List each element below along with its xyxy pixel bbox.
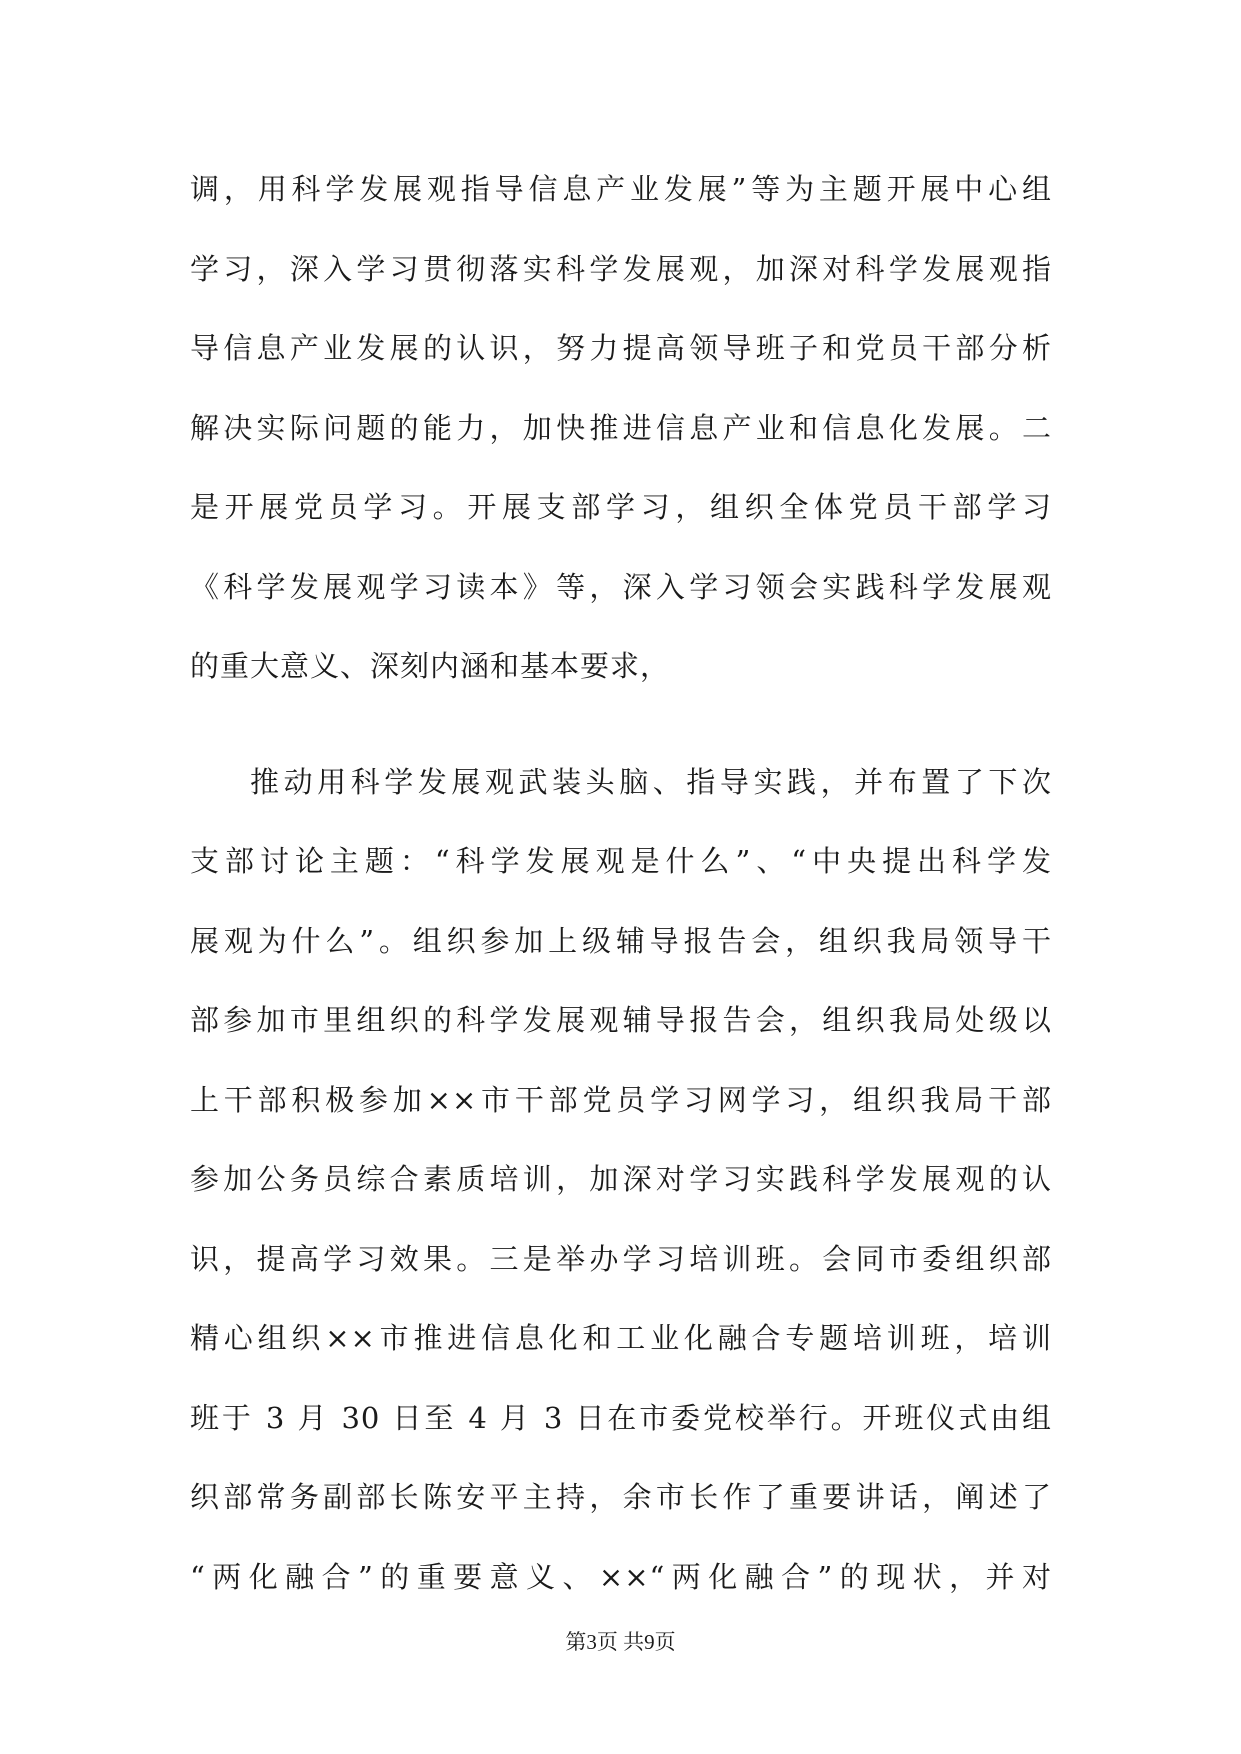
text-line: 班于 3 月 30 日至 4 月 3 日在市委党校举行。开班仪式由组: [190, 1400, 1052, 1435]
text-line: 解决实际问题的能力，加快推进信息产业和信息化发展。二: [190, 410, 1052, 445]
text-line: 部参加市里组织的科学发展观辅导报告会，组织我局处级以: [190, 1003, 1052, 1037]
text-line: 导信息产业发展的认识，努力提高领导班子和党员干部分析: [190, 331, 1052, 365]
text-line: “两化融合”的重要意义、××“两化融合”的现状，并对: [190, 1559, 1052, 1594]
paragraph-1: [190, 150, 1052, 707]
paragraph-2: [190, 743, 1052, 1618]
text-line: 支部讨论主题：“科学发展观是什么”、“中央提出科学发: [190, 844, 1052, 878]
text-line: 参加公务员综合素质培训，加深对学习实践科学发展观的认: [190, 1162, 1052, 1196]
text-line: 调，用科学发展观指导信息产业发展”等为主题开展中心组: [190, 172, 1052, 206]
text-line: 是开展党员学习。开展支部学习，组织全体党员干部学习: [190, 490, 1052, 524]
text-line: 的重大意义、深刻内涵和基本要求，: [190, 649, 671, 683]
text-line: 《科学发展观学习读本》等，深入学习领会实践科学发展观: [190, 569, 1052, 604]
text-line: 上干部积极参加××市干部党员学习网学习，组织我局干部: [190, 1082, 1052, 1117]
page-number-footer: 第3页 共9页: [565, 1630, 676, 1654]
text-line: 推动用科学发展观武装头脑、指导实践，并布置了下次: [250, 764, 1052, 799]
text-line: 精心组织××市推进信息化和工业化融合专题培训班，培训: [190, 1321, 1052, 1355]
document-body: [190, 150, 1052, 1617]
text-line: 学习，深入学习贯彻落实科学发展观，加深对科学发展观指: [190, 251, 1052, 286]
text-line: 识，提高学习效果。三是举办学习培训班。会同市委组织部: [190, 1241, 1052, 1276]
text-line: 展观为什么”。组织参加上级辅导报告会，组织我局领导干: [190, 923, 1052, 958]
paragraph-gap: [190, 707, 1052, 743]
text-line: 织部常务副部长陈安平主持，余市长作了重要讲话，阐述了: [190, 1480, 1052, 1514]
